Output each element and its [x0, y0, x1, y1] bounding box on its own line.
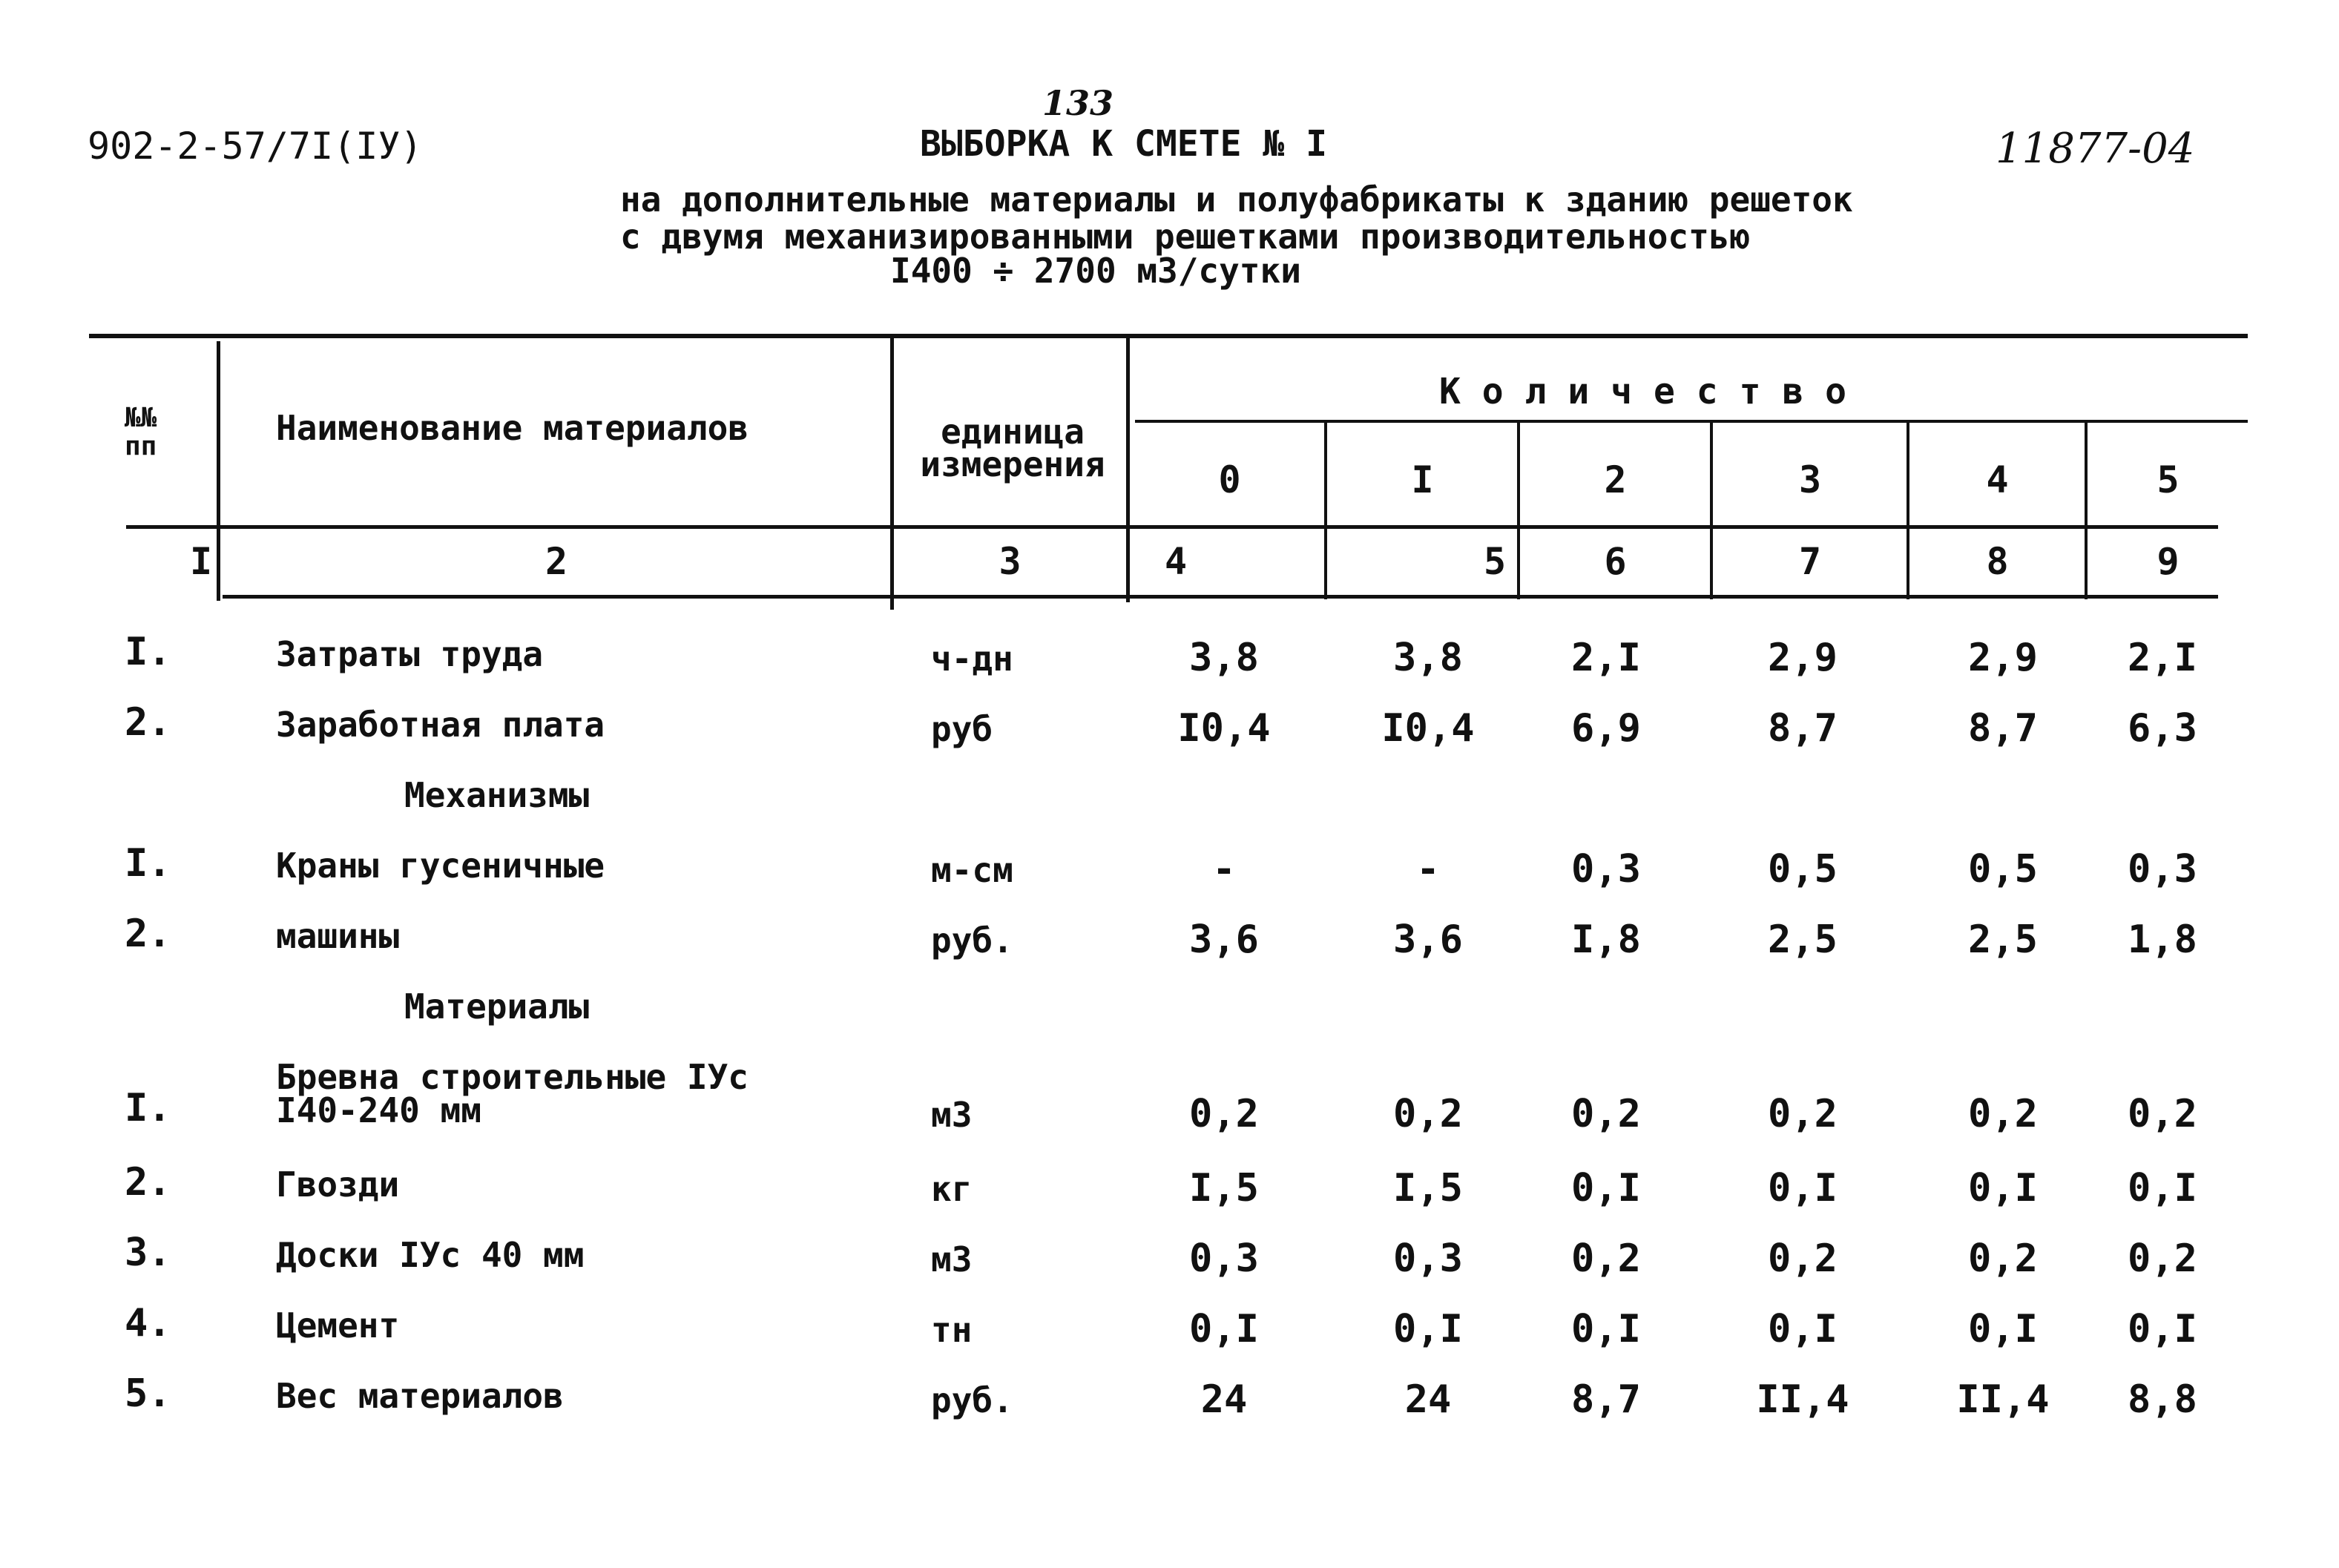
row-value: 0,2 — [1968, 1092, 2038, 1136]
row-value: 1,8 — [2128, 918, 2197, 962]
col-divider-6 — [1710, 421, 1713, 599]
row-value: 0,2 — [1571, 1092, 1641, 1136]
section-heading: Механизмы — [404, 775, 590, 815]
row-value: 0,I — [1571, 1166, 1641, 1210]
index-1: I — [190, 540, 213, 583]
archive-number: 11877-04 — [1996, 125, 2195, 173]
row-unit: м3 — [931, 1239, 973, 1279]
row-value: 6,3 — [2128, 706, 2197, 751]
row-value: 6,9 — [1571, 706, 1641, 751]
row-value: 3,6 — [1189, 918, 1259, 962]
header-name: Наименование материалов — [276, 408, 749, 448]
row-name: Затраты труда — [276, 634, 544, 674]
index-6: 6 — [1604, 540, 1627, 583]
row-value: 0,I — [1571, 1307, 1641, 1351]
row-value: 0,I — [2128, 1166, 2197, 1210]
quantity-col-5: 5 — [2157, 458, 2180, 501]
row-value: 0,I — [1968, 1166, 2038, 1210]
page-number: 133 — [1042, 83, 1114, 123]
row-value: I,5 — [1189, 1166, 1259, 1210]
row-value: 2,9 — [1768, 636, 1838, 680]
row-value: 0,2 — [2128, 1092, 2197, 1136]
row-value: 0,2 — [1968, 1236, 2038, 1281]
section-heading: Материалы — [404, 986, 590, 1027]
quantity-col-1: I — [1411, 458, 1434, 501]
row-value: 24 — [1200, 1377, 1248, 1422]
header-quantity: К о л и ч е с т в о — [1439, 371, 1847, 412]
row-name: Цемент — [276, 1305, 400, 1345]
col-divider-1 — [217, 341, 220, 601]
row-value: 0,2 — [1768, 1092, 1838, 1136]
index-3: 3 — [999, 540, 1022, 583]
row-value: 0,5 — [1768, 847, 1838, 892]
quantity-sub-rule — [1135, 420, 2248, 423]
row-value: 0,I — [1393, 1307, 1463, 1351]
row-number: 2. — [125, 912, 171, 956]
row-value: 0,3 — [1571, 847, 1641, 892]
row-name: машины — [276, 916, 400, 956]
col-divider-4 — [1324, 421, 1327, 599]
row-unit: м3 — [931, 1095, 973, 1135]
row-value: 0,2 — [2128, 1236, 2197, 1281]
row-value: 8,8 — [2128, 1377, 2197, 1422]
row-unit: кг — [931, 1169, 973, 1209]
row-number: I. — [125, 630, 171, 674]
row-value: 0,2 — [1393, 1092, 1463, 1136]
row-value: 0,I — [1768, 1166, 1838, 1210]
quantity-col-4: 4 — [1986, 458, 2009, 501]
row-value: I0,4 — [1381, 706, 1475, 751]
quantity-col-0: 0 — [1218, 458, 1241, 501]
row-number: 4. — [125, 1301, 171, 1345]
table-top-rule — [89, 334, 2248, 338]
row-value: 0,3 — [1393, 1236, 1463, 1281]
index-5: 5 — [1484, 540, 1507, 583]
row-value: 0,2 — [1768, 1236, 1838, 1281]
row-name: Доски IУс 40 мм — [276, 1235, 585, 1275]
row-value: I0,4 — [1177, 706, 1271, 751]
row-value: 0,I — [1189, 1307, 1259, 1351]
index-bottom-rule — [223, 595, 2218, 599]
col-divider-3 — [1126, 335, 1130, 602]
row-value: 0,I — [2128, 1307, 2197, 1351]
row-value: 0,2 — [1189, 1092, 1259, 1136]
row-unit: м-см — [931, 850, 1013, 890]
subtitle-line-1: на дополнительные материалы и полуфабрикаты к зданию решеток — [620, 179, 1853, 220]
row-value: 0,3 — [1189, 1236, 1259, 1281]
row-unit: ч-дн — [931, 639, 1013, 679]
row-value: 2,5 — [1968, 918, 2038, 962]
row-value: 3,8 — [1393, 636, 1463, 680]
subtitle-line-3: I400 ÷ 2700 м3/сутки — [890, 251, 1301, 291]
row-value: II,4 — [1956, 1377, 2050, 1422]
row-name: Бревна строительные IУс — [276, 1057, 749, 1097]
row-number: I. — [125, 1086, 171, 1130]
row-value: II,4 — [1756, 1377, 1849, 1422]
row-value: 2,5 — [1768, 918, 1838, 962]
row-value: - — [1212, 847, 1236, 892]
row-number: I. — [125, 841, 171, 886]
row-value: - — [1416, 847, 1440, 892]
row-value: 0,I — [1768, 1307, 1838, 1351]
row-value: 8,7 — [1571, 1377, 1641, 1422]
row-value: 0,2 — [1571, 1236, 1641, 1281]
row-number: 2. — [125, 700, 171, 745]
header-bottom-rule — [126, 525, 2218, 529]
header-unit: единица измерения — [920, 412, 1105, 484]
col-divider-7 — [1907, 421, 1909, 599]
row-value: 3,6 — [1393, 918, 1463, 962]
col-divider-5 — [1517, 421, 1520, 599]
row-name: Заработная плата — [276, 705, 605, 745]
subtitle-line-2: с двумя механизированными решетками производительностью — [620, 217, 1751, 257]
row-value: 2,I — [2128, 636, 2197, 680]
row-unit: руб. — [931, 1380, 1013, 1420]
document-title: ВЫБОРКА К СМЕТЕ № I — [920, 123, 1328, 165]
row-name: Гвозди — [276, 1165, 400, 1205]
index-9: 9 — [2157, 540, 2180, 583]
index-8: 8 — [1986, 540, 2009, 583]
row-number: 3. — [125, 1231, 171, 1275]
row-unit: руб. — [931, 920, 1013, 961]
row-unit: руб — [931, 709, 993, 749]
row-value: 8,7 — [1968, 706, 2038, 751]
row-value: 0,I — [1968, 1307, 2038, 1351]
row-unit: тн — [931, 1310, 973, 1350]
row-value: 0,3 — [2128, 847, 2197, 892]
quantity-col-2: 2 — [1604, 458, 1627, 501]
row-value: I,8 — [1571, 918, 1641, 962]
row-name: Краны гусеничные — [276, 846, 605, 886]
row-name-continued: I40-240 мм — [276, 1090, 481, 1130]
index-4: 4 — [1165, 540, 1188, 583]
row-value: 24 — [1404, 1377, 1452, 1422]
header-num: №№ пп — [125, 403, 157, 461]
index-2: 2 — [545, 540, 568, 583]
row-number: 2. — [125, 1160, 171, 1205]
col-divider-8 — [2085, 421, 2088, 599]
quantity-col-3: 3 — [1798, 458, 1822, 501]
row-value: 2,I — [1571, 636, 1641, 680]
row-value: 0,5 — [1968, 847, 2038, 892]
index-7: 7 — [1798, 540, 1822, 583]
row-value: I,5 — [1393, 1166, 1463, 1210]
row-value: 8,7 — [1768, 706, 1838, 751]
row-value: 3,8 — [1189, 636, 1259, 680]
row-value: 2,9 — [1968, 636, 2038, 680]
row-number: 5. — [125, 1371, 171, 1416]
document-code: 902-2-57/7I(IУ) — [88, 125, 423, 168]
row-name: Вес материалов — [276, 1376, 564, 1416]
